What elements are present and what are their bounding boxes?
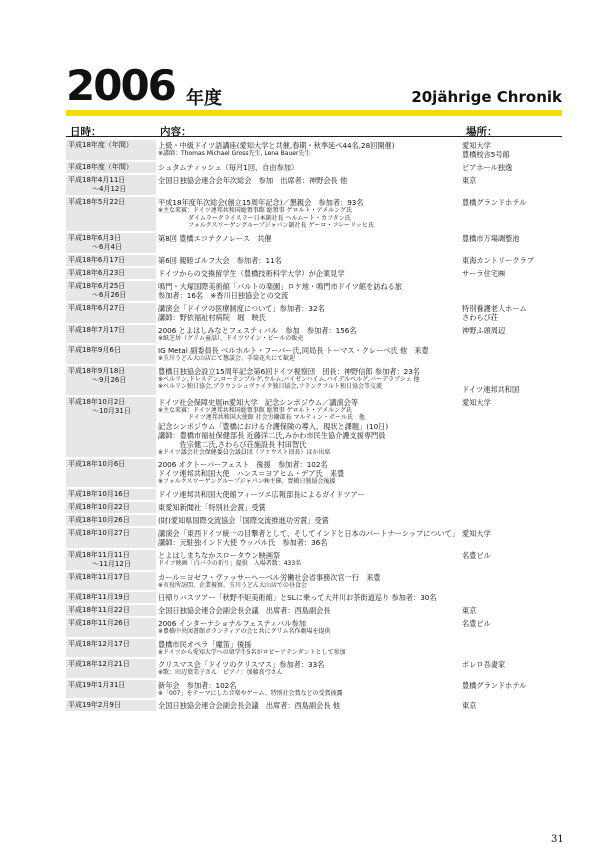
content-line: ダイムラークライスラー日本副社長 ヘルムート・カフタン氏 — [158, 214, 351, 222]
date-line: 平成19年2月9日 — [68, 701, 121, 709]
row-date — [66, 255, 156, 266]
content-line: (財)愛知県国際交流協会「国際交流推進功労賞」受賞 — [158, 515, 329, 525]
date-line: 平成18年9月6日 — [68, 346, 121, 354]
row-content — [156, 233, 460, 253]
content-line: ※ベルリン独日協会,ブラウンシュヴァイク独日協会,フランクフルト独日協会等交流 — [158, 383, 383, 390]
content-line: 講師：元駐独インド大使 ウッパル氏 参加者：36名 — [158, 537, 328, 547]
place-line: 神野ふ頭周辺 — [462, 325, 506, 335]
fiscal-year-label: 年度 — [186, 88, 222, 109]
row-place — [460, 197, 562, 231]
date-line: 平成18年11月26日 — [68, 619, 130, 627]
place-column-header: 場所： — [466, 126, 498, 138]
row-content — [156, 528, 460, 548]
table-row — [66, 618, 562, 637]
row-content — [156, 281, 460, 301]
content-line: クリスマス会「ドイツのクリスマス」参加者：33名 — [158, 660, 325, 669]
table-row — [66, 605, 562, 616]
row-content — [156, 345, 460, 364]
chronicle-title: 20jährige Chronik — [411, 88, 562, 106]
content-line: ドイツ社会保障史展in愛知大学 記念シンポジウム／講演会等 — [158, 397, 359, 407]
header-divider — [66, 136, 562, 137]
row-date — [66, 528, 156, 548]
table-row — [66, 550, 562, 570]
place-line: さわらび荘 — [462, 312, 498, 322]
content-line: 講演会「ドイツの医療制度について」参加者：32名 — [158, 303, 325, 313]
table-row — [66, 325, 562, 344]
table-row — [66, 140, 562, 160]
date-column-header: 日時： — [70, 126, 102, 138]
table-row — [66, 366, 562, 395]
table-row — [66, 397, 562, 458]
date-line: ～9月26日 — [92, 375, 127, 384]
place-line: 東京 — [462, 176, 477, 185]
content-line: ※紙芝居（グリム童話）、ドイツワイン・ビールの販売 — [158, 334, 304, 342]
place-line: 愛知大学 — [462, 528, 491, 538]
row-date — [66, 268, 156, 279]
content-line: 東愛知新聞社「特別社会賞」受賞 — [158, 502, 266, 512]
place-line — [462, 490, 560, 499]
table-row — [66, 572, 562, 591]
date-line: 平成18年10月16日 — [68, 489, 130, 498]
table-row — [66, 592, 562, 603]
row-place — [460, 345, 562, 364]
row-content — [156, 550, 460, 570]
row-content — [156, 459, 460, 487]
date-line: 平成18年11月22日 — [68, 606, 130, 614]
content-line: ※講師：Thomas Michael Gross先生, Lena Bauer先生 — [158, 150, 311, 157]
content-line: 2006 オクトーバーフェスト 後援 参加者：102名 — [158, 460, 328, 469]
row-date — [66, 572, 156, 591]
row-place — [460, 572, 562, 591]
content-line: 講師：豊橋市福祉保健部長 近藤洋二氏,みかわ市民生協介護支援専門員 — [158, 430, 386, 440]
row-date — [66, 639, 156, 658]
row-content — [156, 140, 460, 160]
date-line: 平成18年12月17日 — [68, 639, 130, 648]
place-line — [462, 346, 560, 355]
row-date — [66, 197, 156, 231]
content-line: 2006 とよはしみなとフェスティバル 参加 参加者：156名 — [158, 325, 357, 335]
row-place — [460, 140, 562, 160]
place-line: 特別養護老人ホーム — [462, 303, 527, 313]
content-line: ※ドイツから愛知大学への留学生5名がロビーアテンダントとして参加 — [158, 648, 346, 656]
row-place — [460, 515, 562, 526]
content-column-header: 内容： — [160, 126, 192, 138]
place-line — [462, 516, 560, 525]
row-content — [156, 489, 460, 500]
table-row — [66, 233, 562, 253]
content-line: 全国日独協会連合会副会長会議 出席者：西島副会長 他 — [158, 701, 340, 710]
content-line: 豊橋市民オペラ「魔笛」後援 — [158, 639, 252, 649]
row-date — [66, 233, 156, 253]
content-line: 豊橋日独協会設立15周年記念第6回ドイツ視察団 団長：神野信郎 参加者：23名 — [158, 366, 420, 376]
date-line: 平成18年6月23日 — [68, 268, 126, 277]
chronicle-table — [66, 138, 562, 713]
row-place — [460, 303, 562, 323]
row-date — [66, 618, 156, 637]
page-header — [66, 62, 562, 120]
table-row — [66, 528, 562, 548]
content-line: 上級・中級ドイツ語講座(愛知大学と共催,春期・秋季延べ44名,28回開催) — [158, 141, 395, 150]
place-line — [462, 460, 560, 469]
content-line: 佐宗健二氏,さわらび荘施設長 村田智氏 — [158, 439, 307, 449]
content-line: 日帰りバスツアー「秋野不矩美術館」とSLに乗って大井川お茶街道巡り 参加者：30名 — [158, 593, 437, 602]
place-line: サーラ住宅㈱ — [462, 268, 506, 278]
content-line: シュタムティッシュ（毎月1回、自由参加） — [158, 163, 299, 172]
place-line — [462, 367, 560, 376]
date-line: 平成18年10月6日 — [68, 460, 126, 468]
content-line: ドイツ映画「白バラの祈り」提供 入場者数：433名 — [158, 559, 302, 567]
row-place — [460, 175, 562, 195]
date-line: 平成18年10月26日 — [68, 515, 130, 524]
header-accent-bar — [66, 110, 562, 116]
row-date — [66, 140, 156, 160]
row-content — [156, 162, 460, 173]
row-place — [460, 366, 562, 395]
row-place — [460, 459, 562, 487]
content-line: 平成18年度年次総会(創立15周年記念)／懇親会 参加者：93名 — [158, 198, 364, 207]
date-line: 平成18年6月3日 — [68, 233, 121, 242]
row-content — [156, 397, 460, 458]
content-line: フォルクスワーゲングループジャパン副社長 ゲーロ・フレーリッヒ氏 — [158, 222, 374, 229]
row-date — [66, 175, 156, 195]
date-line: 平成18年6月25日 — [68, 281, 126, 290]
table-row — [66, 502, 562, 513]
place-line: 東京 — [462, 701, 477, 710]
date-line: 平成18年12月21日 — [68, 660, 130, 668]
place-line: 東京 — [462, 606, 477, 615]
row-date — [66, 502, 156, 513]
place-line: 名豊ビル — [462, 550, 491, 560]
content-line: 第8回 豊橋エコテクノレース 共催 — [158, 233, 272, 243]
date-line: 平成18年7月17日 — [68, 325, 126, 334]
table-row — [66, 268, 562, 279]
content-line: ドイツからの交換留学生（豊橋技術科学大学）が企業見学 — [158, 268, 345, 278]
row-content — [156, 366, 460, 395]
content-line: ※主な来賓：ドイツ連邦共和国総領事館 総領事 ゲロルト・アメルング氏 — [158, 207, 352, 214]
row-date — [66, 680, 156, 699]
place-line — [462, 573, 560, 582]
row-place — [460, 618, 562, 637]
content-line: カール＝ヨゼフ・ヴァッサーヘーベル労働社会省事務次官一行 来豊 — [158, 572, 381, 582]
row-date — [66, 281, 156, 301]
place-line: 愛知大学 — [462, 397, 491, 407]
table-row — [66, 700, 562, 711]
row-place — [460, 639, 562, 658]
table-row — [66, 175, 562, 195]
date-line: ～11月12日 — [92, 559, 131, 568]
row-place — [460, 162, 562, 173]
content-line: ※歌：田辺葉美子さん ピアノ：加藤真弓さん — [158, 669, 283, 676]
date-line: 平成18年10月22日 — [68, 502, 130, 511]
row-date — [66, 489, 156, 500]
row-content — [156, 680, 460, 699]
content-line: ドイツ連邦共和国大使館 社会労働部長 マルティン・ポール氏 他 — [158, 414, 365, 421]
date-line: 平成18年11月11日 — [68, 550, 130, 559]
content-line: 講演会「東西ドイツ統一の目撃者として、そしてインドと日本のパートナーシップについて」 — [158, 528, 459, 538]
place-line: 東海カントリークラブ — [462, 255, 534, 265]
table-row — [66, 459, 562, 487]
table-row — [66, 515, 562, 526]
row-content — [156, 618, 460, 637]
place-line: ドイツ連邦共和国 — [462, 384, 520, 394]
row-date — [66, 515, 156, 526]
row-place — [460, 255, 562, 266]
row-content — [156, 502, 460, 513]
row-date — [66, 366, 156, 395]
row-place — [460, 268, 562, 279]
content-line: 全国日独協会連合会副会長会議 出席者：西島副会長 — [158, 606, 331, 615]
row-content — [156, 592, 460, 603]
row-place — [460, 489, 562, 500]
content-line: ※フォルクスワーゲングループジャパン㈱主催、豊橋日独協会後援 — [158, 478, 336, 485]
place-line — [462, 593, 560, 602]
table-row — [66, 162, 562, 173]
place-line: 豊橋グランドホテル — [462, 680, 527, 690]
content-line: 第6回 親睦ゴルフ大会 参加者：11名 — [158, 255, 282, 265]
date-line: ～6月26日 — [92, 290, 127, 299]
row-date — [66, 397, 156, 458]
place-line: 豊橋市万場調整池 — [462, 233, 520, 243]
date-line: 平成18年5月22日 — [68, 198, 126, 206]
content-line: ※豊橋中央図書館ボランティアの会と共にグリム名作劇場を提供 — [158, 628, 331, 635]
place-line: 豊橋校舎5号館 — [462, 150, 510, 159]
date-line: 平成18年10月27日 — [68, 528, 130, 537]
content-line: ※市役所訪問、企業視察、玉川うどん大山店での昼食会 — [158, 581, 308, 589]
row-date — [66, 550, 156, 570]
table-row — [66, 659, 562, 678]
row-place — [460, 281, 562, 301]
date-line: ～4月12日 — [92, 185, 127, 193]
date-line: 平成18年6月27日 — [68, 303, 126, 312]
row-place — [460, 592, 562, 603]
place-line — [462, 376, 560, 385]
table-row — [66, 255, 562, 266]
row-content — [156, 268, 460, 279]
content-line: 2006 インターナショナルフェスティバル参加 — [158, 619, 306, 628]
row-content — [156, 639, 460, 658]
place-line — [462, 282, 560, 291]
row-place — [460, 397, 562, 458]
content-line: ※主な来賓：ドイツ連邦共和国総領事館 総領事 ゲロルト・アメルング氏 — [158, 406, 352, 414]
date-line: 平成18年10月2日 — [68, 397, 126, 406]
row-content — [156, 700, 460, 711]
year-title: 2006 — [66, 61, 175, 110]
row-date — [66, 345, 156, 364]
date-line: 平成18年6月17日 — [68, 255, 126, 264]
row-date — [66, 162, 156, 173]
row-content — [156, 572, 460, 591]
row-content — [156, 515, 460, 526]
date-line: 平成18年4月11日 — [68, 176, 126, 184]
content-line: ドイツ連邦共和国大使 ハンス＝ヨアヒム・デア氏 来豊 — [158, 469, 345, 478]
table-row — [66, 639, 562, 658]
date-line: 平成18年度（年間） — [68, 141, 133, 149]
row-place — [460, 659, 562, 678]
row-date — [66, 700, 156, 711]
row-content — [156, 659, 460, 678]
table-row — [66, 281, 562, 301]
content-line: ※「007」をテーマにした音楽やゲーム、特別社会賞などの受賞披露 — [158, 689, 343, 697]
content-line: 新年会 参加者：102名 — [158, 680, 237, 690]
date-line: ～6月4日 — [92, 242, 122, 251]
content-line: とよはしまちなかスロータウン映画祭 — [158, 550, 281, 560]
table-row — [66, 680, 562, 699]
date-line: ～10月31日 — [92, 406, 131, 415]
place-line: 名豊ビル — [462, 619, 491, 628]
place-line: ボレロ吾妻家 — [462, 660, 506, 669]
date-line: 平成18年9月18日 — [68, 366, 126, 375]
content-line: 参加者：16名 ※香川日独協会との交流 — [158, 290, 289, 300]
row-date — [66, 303, 156, 323]
place-line: 豊橋グランドホテル — [462, 198, 527, 207]
row-content — [156, 325, 460, 344]
row-place — [460, 605, 562, 616]
row-content — [156, 605, 460, 616]
row-content — [156, 175, 460, 195]
row-content — [156, 303, 460, 323]
table-row — [66, 197, 562, 231]
date-line: 平成18年度（年間） — [68, 163, 133, 171]
content-line: ※ドイツ議会社会保健委員会議員団（ファウスト団長）ほか出席 — [158, 448, 331, 456]
row-place — [460, 502, 562, 513]
row-date — [66, 592, 156, 603]
place-line — [462, 640, 560, 649]
row-date — [66, 325, 156, 344]
content-line: 鳴門・大塚国際美術館「バルトの楽園」ロケ地・鳴門市ドイツ館を訪ねる旅 — [158, 281, 403, 291]
content-line: 全国日独協会連合会年次総会 参加 出席者：神野会長 他 — [158, 176, 348, 185]
place-line: 愛知大学 — [462, 141, 491, 150]
row-place — [460, 528, 562, 548]
date-line: 平成19年1月31日 — [68, 680, 126, 689]
content-line: IG Metal 副委員長 ベルホルト・フーバー氏,同局長 トーマス・クレーベ氏 他 来豊 — [158, 346, 429, 355]
row-place — [460, 233, 562, 253]
table-row — [66, 303, 562, 323]
page-number: 31 — [551, 834, 564, 845]
content-line: 講師：野依福祉村病院 堀 映氏 — [158, 312, 266, 322]
content-line: 記念シンポジウム「豊橋における介護保険の導入、現状と課題」(10日) — [158, 421, 389, 431]
row-content — [156, 255, 460, 266]
table-row — [66, 345, 562, 364]
date-line: 平成18年11月17日 — [68, 572, 130, 581]
row-content — [156, 197, 460, 231]
row-date — [66, 659, 156, 678]
table-row — [66, 489, 562, 500]
row-place — [460, 550, 562, 570]
row-date — [66, 605, 156, 616]
content-line: ※ベルリン,ドレスデン,ローテンブルグ,ウルム,バイゼンハイム,ハイデルベルグ,バーデラブシェ 他 — [158, 375, 420, 383]
place-line — [462, 503, 560, 512]
row-place — [460, 700, 562, 711]
row-place — [460, 680, 562, 699]
row-place — [460, 325, 562, 344]
date-line: 平成18年11月19日 — [68, 593, 130, 601]
content-line: ※玉川うどん大山店にて懇談会、手筒花火にて歓迎 — [158, 355, 296, 362]
content-line: ドイツ連邦共和国大使館フィーツエ広報部長によるガイドツアー — [158, 489, 365, 499]
row-date — [66, 459, 156, 487]
place-line: ピアホール独逸 — [462, 163, 513, 172]
